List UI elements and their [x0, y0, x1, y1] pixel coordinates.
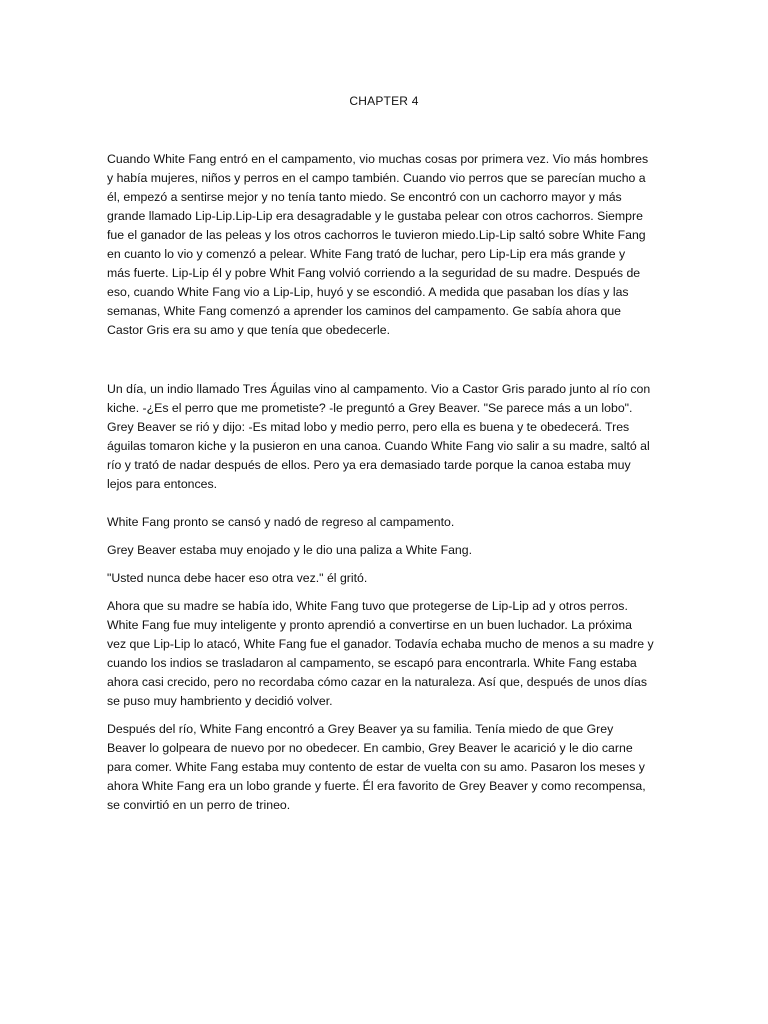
paragraph-5: "Usted nunca debe hacer eso otra vez." él gritó.: [107, 571, 368, 585]
chapter-title: CHAPTER 4: [349, 94, 419, 108]
paragraph-6: Ahora que su madre se había ido, White Fang tuvo que protegerse de Lip-Lip ad y otros perros. White Fang fue muy inteligente y pronto aprendió a convertirse en un buen luchador. La próxima vez que Lip-Lip lo atacó, White Fang fue el ganador. Todavía echaba mucho de menos a su madre y cuando los indios se trasladaron al campamento, se escapó para encontrarla. White Fang estaba ahora casi crecido, pero no recordaba cómo cazar en la naturaleza. Así que, después de unos días se puso muy hambriento y decidió volver.: [107, 599, 654, 708]
paragraph-7: Después del río, White Fang encontró a Grey Beaver ya su familia. Tenía miedo de que Grey Beaver lo golpeara de nuevo por no obedecer. En cambio, Grey Beaver le acarició y le dio carne para comer. White Fang estaba muy contento de estar de vuelta con su amo. Pasaron los meses y ahora White Fang era un lobo grande y fuerte. Él era favorito de Grey Beaver y como recompensa, se convirtió en un perro de trineo.: [107, 722, 646, 812]
paragraph-3: White Fang pronto se cansó y nadó de regreso al campamento.: [107, 515, 455, 529]
document-body: [107, 150, 663, 815]
paragraph-4: Grey Beaver estaba muy enojado y le dio una paliza a White Fang.: [107, 543, 473, 557]
paragraph-1: Cuando White Fang entró en el campamento, vio muchas cosas por primera vez. Vio más hombres y había mujeres, niños y perros en el campo también. Cuando vio perros que se parecían mucho a él, empezó a sentirse mejor y no tenía tanto miedo. Se encontró con un cachorro mayor y más grande llamado Lip-Lip.Lip-Lip era desagradable y le gustaba pelear con otros cachorros. Siempre fue el ganador de las peleas y los otros cachorros le tuvieron miedo.Lip-Lip saltó sobre White Fang en cuanto lo vio y comenzó a pelear. White Fang trató de luchar, pero Lip-Lip era más grande y más fuerte. Lip-Lip él y pobre Whit Fang volvió corriendo a la seguridad de su madre. Después de eso, cuando White Fang vio a Lip-Lip, huyó y se escondió. A medida que pasaban los días y las semanas, White Fang comenzó a aprender los caminos del campamento. Ge sabía ahora que Castor Gris era su amo y que tenía que obedecerle.: [107, 152, 649, 337]
paragraph-2: Un día, un indio llamado Tres Águilas vino al campamento. Vio a Castor Gris parado junto al río con kiche. -¿Es el perro que me prometiste? -le preguntó a Grey Beaver. "Se parece más a un lobo". Grey Beaver se rió y dijo: -Es mitad lobo y medio perro, pero ella es buena y te obedecerá. Tres águilas tomaron kiche y la pusieron en una canoa. Cuando White Fang vio salir a su madre, saltó al río y trató de nadar después de ellos. Pero ya era demasiado tarde porque la canoa estaba muy lejos para entonces.: [107, 382, 651, 491]
